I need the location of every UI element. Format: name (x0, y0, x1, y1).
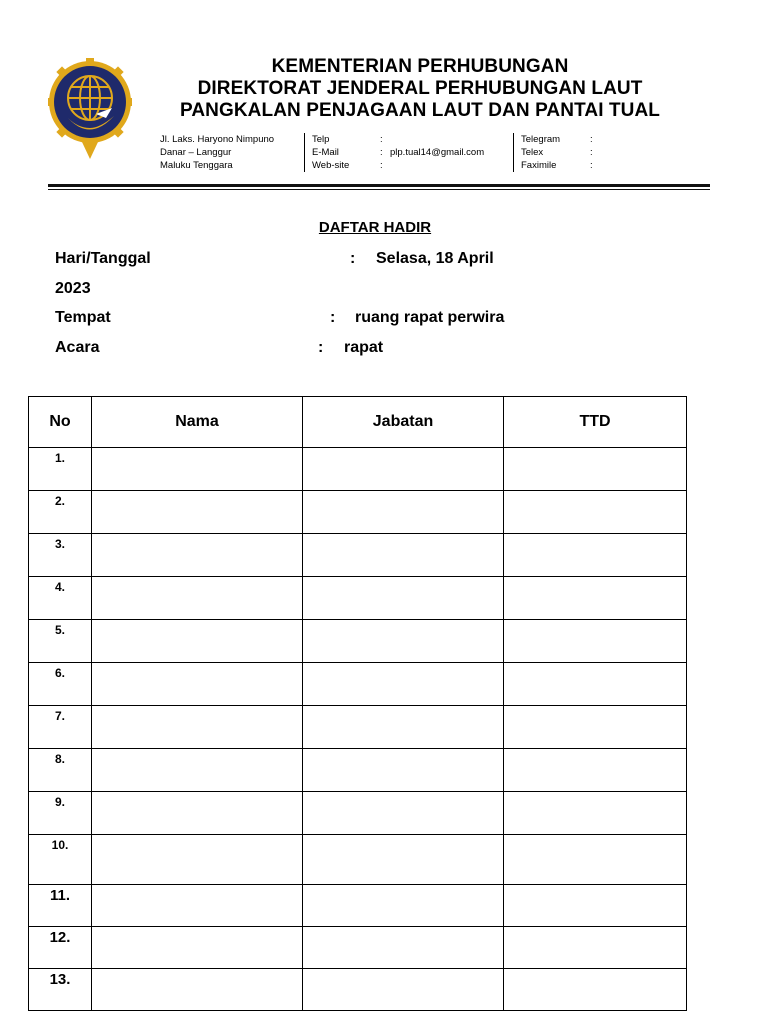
contact-divider (513, 133, 514, 172)
row-number: 7. (29, 706, 92, 749)
colon: : (350, 250, 356, 267)
telegram-label: Telegram (521, 134, 561, 145)
table-row (29, 491, 687, 534)
ttd-cell[interactable] (504, 969, 687, 1011)
jabatan-cell[interactable] (303, 969, 504, 1011)
contact-labels-right (521, 133, 560, 172)
jabatan-cell[interactable] (303, 663, 504, 706)
jabatan-cell[interactable] (303, 792, 504, 835)
row-number: 5. (29, 620, 92, 663)
table-row (29, 835, 687, 885)
nama-cell[interactable] (92, 706, 303, 749)
place-value: ruang rapat perwira (355, 309, 505, 326)
ttd-cell[interactable] (504, 885, 687, 927)
column-header-ttd: TTD (504, 397, 687, 448)
colon: : (590, 147, 593, 158)
jabatan-cell[interactable] (303, 835, 504, 885)
jabatan-cell[interactable] (303, 491, 504, 534)
table-row (29, 577, 687, 620)
ttd-cell[interactable] (504, 577, 687, 620)
colon: : (380, 160, 383, 171)
row-number: 10. (29, 835, 92, 885)
jabatan-cell[interactable] (303, 749, 504, 792)
address-line: Danar – Langgur (160, 147, 232, 158)
jabatan-cell[interactable] (303, 448, 504, 491)
table-row (29, 534, 687, 577)
jabatan-cell[interactable] (303, 706, 504, 749)
nama-cell[interactable] (92, 835, 303, 885)
colon: : (590, 134, 593, 145)
address-block (160, 133, 274, 172)
ttd-cell[interactable] (504, 448, 687, 491)
office-title: PANGKALAN PENJAGAAN LAUT DAN PANTAI TUAL (179, 100, 661, 121)
row-number: 6. (29, 663, 92, 706)
faximile-label: Faximile (521, 160, 557, 171)
table-row (29, 448, 687, 491)
row-number: 4. (29, 577, 92, 620)
website-label: Web-site (312, 160, 350, 171)
colon: : (590, 160, 593, 171)
colon: : (318, 339, 324, 356)
ttd-cell[interactable] (504, 491, 687, 534)
form-title: DAFTAR HADIR (318, 219, 432, 236)
contact-labels (312, 133, 349, 172)
event-label: Acara (55, 339, 100, 356)
row-number: 1. (29, 448, 92, 491)
address-line: Jl. Laks. Haryono Nimpuno (160, 134, 275, 145)
ttd-cell[interactable] (504, 835, 687, 885)
email-value: plp.tual14@gmail.com (390, 147, 485, 158)
table-row (29, 749, 687, 792)
nama-cell[interactable] (92, 577, 303, 620)
ttd-cell[interactable] (504, 927, 687, 969)
event-value: rapat (344, 339, 384, 356)
row-number: 11. (29, 885, 92, 927)
date-label: Hari/Tanggal (55, 250, 151, 267)
email-label: E-Mail (312, 147, 339, 158)
table-header-row (29, 397, 687, 448)
colon: : (380, 147, 383, 158)
row-number: 13. (29, 969, 92, 1011)
contact-colons-right (590, 133, 593, 172)
nama-cell[interactable] (92, 534, 303, 577)
ministry-title: KEMENTERIAN PERHUBUNGAN (271, 56, 569, 77)
nama-cell[interactable] (92, 491, 303, 534)
place-label: Tempat (55, 309, 111, 326)
nama-cell[interactable] (92, 792, 303, 835)
row-number: 2. (29, 491, 92, 534)
row-number: 12. (29, 927, 92, 969)
row-number: 8. (29, 749, 92, 792)
table-row (29, 663, 687, 706)
table-row (29, 620, 687, 663)
nama-cell[interactable] (92, 448, 303, 491)
letterhead-rule (48, 184, 710, 187)
telex-label: Telex (521, 147, 544, 158)
jabatan-cell[interactable] (303, 927, 504, 969)
nama-cell[interactable] (92, 663, 303, 706)
ttd-cell[interactable] (504, 663, 687, 706)
table-row (29, 927, 687, 969)
telp-value (390, 133, 484, 146)
jabatan-cell[interactable] (303, 534, 504, 577)
nama-cell[interactable] (92, 620, 303, 663)
date-value: Selasa, 18 April (376, 250, 494, 267)
ttd-cell[interactable] (504, 706, 687, 749)
contact-divider (304, 133, 305, 172)
jabatan-cell[interactable] (303, 577, 504, 620)
table-row (29, 792, 687, 835)
row-number: 3. (29, 534, 92, 577)
table-row (29, 885, 687, 927)
table-row (29, 706, 687, 749)
date-year: 2023 (55, 280, 91, 297)
jabatan-cell[interactable] (303, 885, 504, 927)
column-header-jabatan: Jabatan (303, 397, 504, 448)
ttd-cell[interactable] (504, 534, 687, 577)
column-header-nama: Nama (92, 397, 303, 448)
ttd-cell[interactable] (504, 792, 687, 835)
kementerian-perhubungan-emblem-icon (48, 58, 132, 160)
ttd-cell[interactable] (504, 620, 687, 663)
colon: : (380, 134, 383, 145)
table-row (29, 969, 687, 1011)
website-value (390, 159, 484, 172)
directorate-title: DIREKTORAT JENDERAL PERHUBUNGAN LAUT (197, 78, 643, 99)
colon: : (330, 309, 336, 326)
nama-cell[interactable] (92, 927, 303, 969)
telp-label: Telp (312, 134, 330, 145)
jabatan-cell[interactable] (303, 620, 504, 663)
nama-cell[interactable] (92, 885, 303, 927)
column-header-no: No (29, 397, 92, 448)
letterhead-rule (48, 189, 710, 190)
address-line: Maluku Tenggara (160, 160, 233, 171)
contact-values (390, 133, 484, 172)
attendance-table (28, 396, 687, 1011)
nama-cell[interactable] (92, 969, 303, 1011)
ttd-cell[interactable] (504, 749, 687, 792)
row-number: 9. (29, 792, 92, 835)
nama-cell[interactable] (92, 749, 303, 792)
contact-colons (380, 133, 383, 172)
